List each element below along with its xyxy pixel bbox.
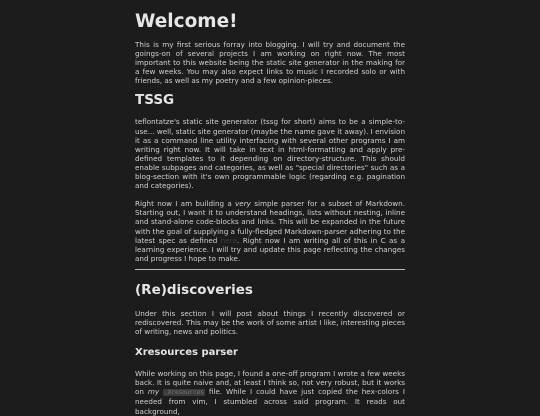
- xresources-text-a: While working on this page, I found a one-off program I wrote a few weeks back. It is quite naive and, at least I think so, not very robust, but it works on: [135, 369, 405, 397]
- xresources-paragraph: [135, 369, 405, 415]
- page-title: Welcome!: [135, 11, 238, 32]
- xresources-text-b: file. While I could have just copied the hex-colors I needed from vim, I stumbled across said program. It reads out background,: [135, 387, 405, 416]
- xresources-emphasis: my: [147, 387, 160, 397]
- rediscoveries-paragraph: Under this section I will post about things I recently discovered or rediscovered. This may be the work of some artist I like, interesting pieces of writing, news and politics.: [135, 308, 405, 337]
- tssg-heading: TSSG: [135, 92, 175, 109]
- xresources-inline-code: .Xresources: [164, 389, 204, 397]
- xresources-heading: Xresources parser: [135, 347, 238, 359]
- tssg-paragraph-2: [135, 199, 405, 263]
- tssg-p2-text-c: . Right now I am writing all of this in C as a learning experience. I will try and update this page reflecting the changes and progress I hope to make.: [135, 235, 405, 263]
- tssg-p2-text-b: simple parser for a subset of Markdown. Starting out, I want it to understand headings, lists without nesting, inline and stand-alone code-blocks and links. This will be expanded in the future with the goal of supplying a fully-fledged Markdown-parser adhering to the latest spec as defined: [135, 199, 406, 245]
- section-divider: [135, 269, 405, 270]
- rediscoveries-heading: (Re)discoveries: [135, 281, 253, 298]
- tssg-p2-text-a: Right now I am building a: [135, 199, 236, 209]
- markdown-spec-link[interactable]: here: [220, 235, 237, 245]
- intro-paragraph: This is my first serious forray into blogging. I will try and document the goings-on of several projects I am working on right now. The most important to this website being the static site generator in the making for a few weeks. You may also expect links to music I recorded solo or with friends, as well as my poetry and a few opinion-pieces.: [135, 40, 405, 86]
- main-content: [135, 0, 405, 416]
- tssg-p2-emphasis: very: [235, 199, 251, 209]
- tssg-paragraph-1: teflontatze's static site generator (tssg for short) aims to be a simple-to-use... well, static site generator (maybe the name gave it away). I envision it as a command line utility interfacing with several other programs I am writing right now. It will take in text in html-formatting and apply pre-defined templates to it depending on directory-structure. This should enable subpages and categories, as well as "special directories" such as a blog-section with it's own programmable logic (regarding e.g. pagination and categories).: [135, 117, 405, 191]
